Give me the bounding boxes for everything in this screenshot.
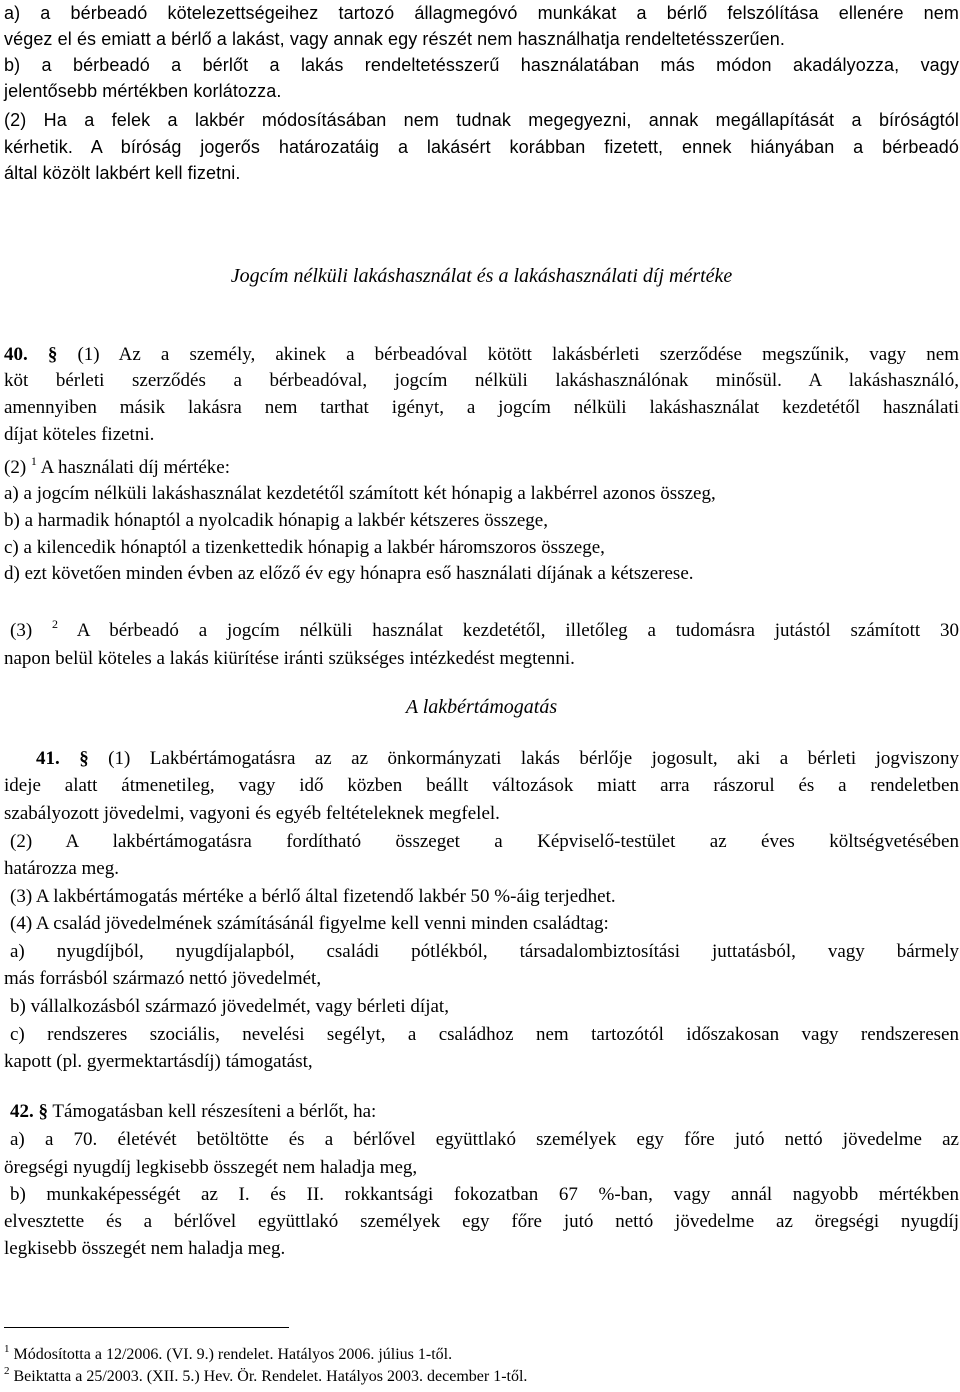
list-item: b) vállalkozásból származó jövedelmét, vagy bérleti díjat, <box>10 996 449 1017</box>
list-item: c) a kilencedik hónaptól a tizenkettedik hónapig a lakbér háromszoros összege, <box>4 537 605 558</box>
text-line: köt bérleti szerződés a bérbeadóval, jogcím nélküli lakáshasználónak minősül. A lakáshasználó, <box>4 370 959 391</box>
text-line: napon belül köteles a lakás kiürítése iránti szükséges intézkedést megtenni. <box>4 648 575 669</box>
list-item: a) a 70. életévét betöltötte és a bérlővel együttlakó személyek egy főre jutó nettó jövedelme az <box>10 1129 959 1150</box>
section-number: 42. <box>10 1101 34 1122</box>
text-line: b) a bérbeadó a bérlőt a lakás rendeltetésszerű használatában más módon akadályozza, vagy <box>4 55 959 75</box>
text-line: határozza meg. <box>4 858 119 879</box>
text-line: legkisebb összegét nem haladja meg. <box>4 1238 286 1259</box>
text-line: jelentősebb mértékben korlátozza. <box>4 81 282 101</box>
footnote-ref-2[interactable]: 2 <box>52 617 58 631</box>
text-line: a) a bérbeadó kötelezettségeihez tartozó állagmegóvó munkákat a bérlő felszólítása ellenére nem <box>4 3 959 23</box>
text-span: A használati díj mértéke: <box>36 457 231 478</box>
paragraph-42 <box>4 1099 376 1125</box>
list-item: a) a jogcím nélküli lakáshasználat kezdetétől számított két hónapig a lakbérrel azonos összeg, <box>4 483 716 504</box>
text-span: Támogatásban kell részesíteni a bérlőt, ha: <box>48 1101 377 1122</box>
footnote-1 <box>4 1345 452 1366</box>
text-line: kérhetik. A bíróság jogerős határozatáig a lakásért korábban fizetett, ennek hiányában a bérbeadó <box>4 137 959 157</box>
footnote-ref-1[interactable]: 1 <box>30 454 37 468</box>
paragraph-40-1 <box>4 342 959 368</box>
list-item: a) nyugdíjból, nyugdíjalapból, családi pótlékból, társadalombiztosítási juttatásból, vagy bármely <box>10 941 959 962</box>
section-heading: Jogcím nélküli lakáshasználat és a lakáshasználati díj mértéke <box>230 265 733 287</box>
text-line: által közölt lakbért kell fizetni. <box>4 163 241 183</box>
text-line: (3) A lakbértámogatás mértéke a bérlő által fizetendő lakbér 50 %-áig terjedhet. <box>10 886 616 907</box>
footnote-text: Módosította a 12/2006. (VI. 9.) rendelet. Hatályos 2006. július 1-től. <box>13 1346 453 1363</box>
section-number: 41. <box>36 748 60 769</box>
text-line: más forrásból származó nettó jövedelmét, <box>4 968 322 989</box>
text-line: kapott (pl. gyermektartásdíj) támogatást, <box>4 1051 313 1072</box>
text-span: (1) Az a személy, akinek a bérbeadóval kötött lakásbérleti szerződése megszűnik, vagy nem <box>57 344 959 365</box>
para-label: (3) <box>10 620 33 641</box>
list-item: c) rendszeres szociális, nevelési segélyt, a családhoz nem tartozótól időszakosan vagy rendszeresen <box>10 1024 959 1045</box>
footnote-text: Beiktatta a 25/2003. (XII. 5.) Hev. Ör. Rendelet. Hatályos 2003. december 1-től. <box>13 1368 528 1385</box>
footnote-mark: 2 <box>4 1365 10 1377</box>
list-item: b) a harmadik hónaptól a nyolcadik hónapig a lakbér kétszeres összege, <box>4 510 548 531</box>
list-item: d) ezt követően minden évben az előző év egy hónapra eső használati díjának a kétszerese. <box>4 563 694 584</box>
section-sign: § <box>38 1101 48 1122</box>
section-sign: § <box>79 748 89 769</box>
text-line: (2) A lakbértámogatásra fordítható összeget a Képviselő-testület az éves költségvetésében <box>10 831 959 852</box>
text-line: amennyiben másik lakásra nem tarthat igényt, a jogcím nélküli lakáshasználat kezdetétől használati <box>4 397 959 418</box>
paragraph-40-2 <box>4 455 230 482</box>
section-sign: § <box>47 344 58 365</box>
footnote-separator <box>4 1327 289 1328</box>
text-line: ideje alatt átmenetileg, vagy idő közben beállt változások miatt arra rászorul és a rendeletben <box>4 775 959 796</box>
footnote-2 <box>4 1367 527 1388</box>
text-line: végez el és emiatt a bérlő a lakást, vagy annak egy részét nem használhatja rendeltetésszerűen. <box>4 29 785 49</box>
text-line: szabályozott jövedelmi, vagyoni és egyéb feltételeknek megfelel. <box>4 803 500 824</box>
section-number: 40. <box>4 344 28 365</box>
para-label: (2) <box>4 457 27 478</box>
text-span: A bérbeadó a jogcím nélküli használat kezdetétől, illetőleg a tudomásra jutástól számított 30 <box>58 620 959 641</box>
text-line: díjat köteles fizetni. <box>4 424 155 445</box>
text-line: (2) Ha a felek a lakbér módosításában nem tudnak megegyezni, annak megállapítását a bíróságtól <box>4 110 959 130</box>
paragraph-40-3 <box>4 618 959 645</box>
text-line: elvesztette és a bérlővel együttlakó személyek egy főre jutó nettó jövedelme az öregségi nyugdíj <box>4 1211 959 1232</box>
text-line: (4) A család jövedelmének számításánál figyelme kell venni minden családtag: <box>10 913 609 934</box>
list-item: b) munkaképességét az I. és II. rokkantsági fokozatban 67 %-ban, vagy annál nagyobb mértékben <box>10 1184 959 1205</box>
section-heading: A lakbértámogatás <box>405 696 558 718</box>
text-line: öregségi nyugdíj legkisebb összegét nem haladja meg, <box>4 1157 418 1178</box>
text-span: (1) Lakbértámogatásra az az önkormányzati lakás bérlője jogosult, aki a bérleti jogviszony <box>88 748 959 769</box>
paragraph-41-1 <box>4 746 959 772</box>
footnote-mark: 1 <box>4 1343 10 1355</box>
